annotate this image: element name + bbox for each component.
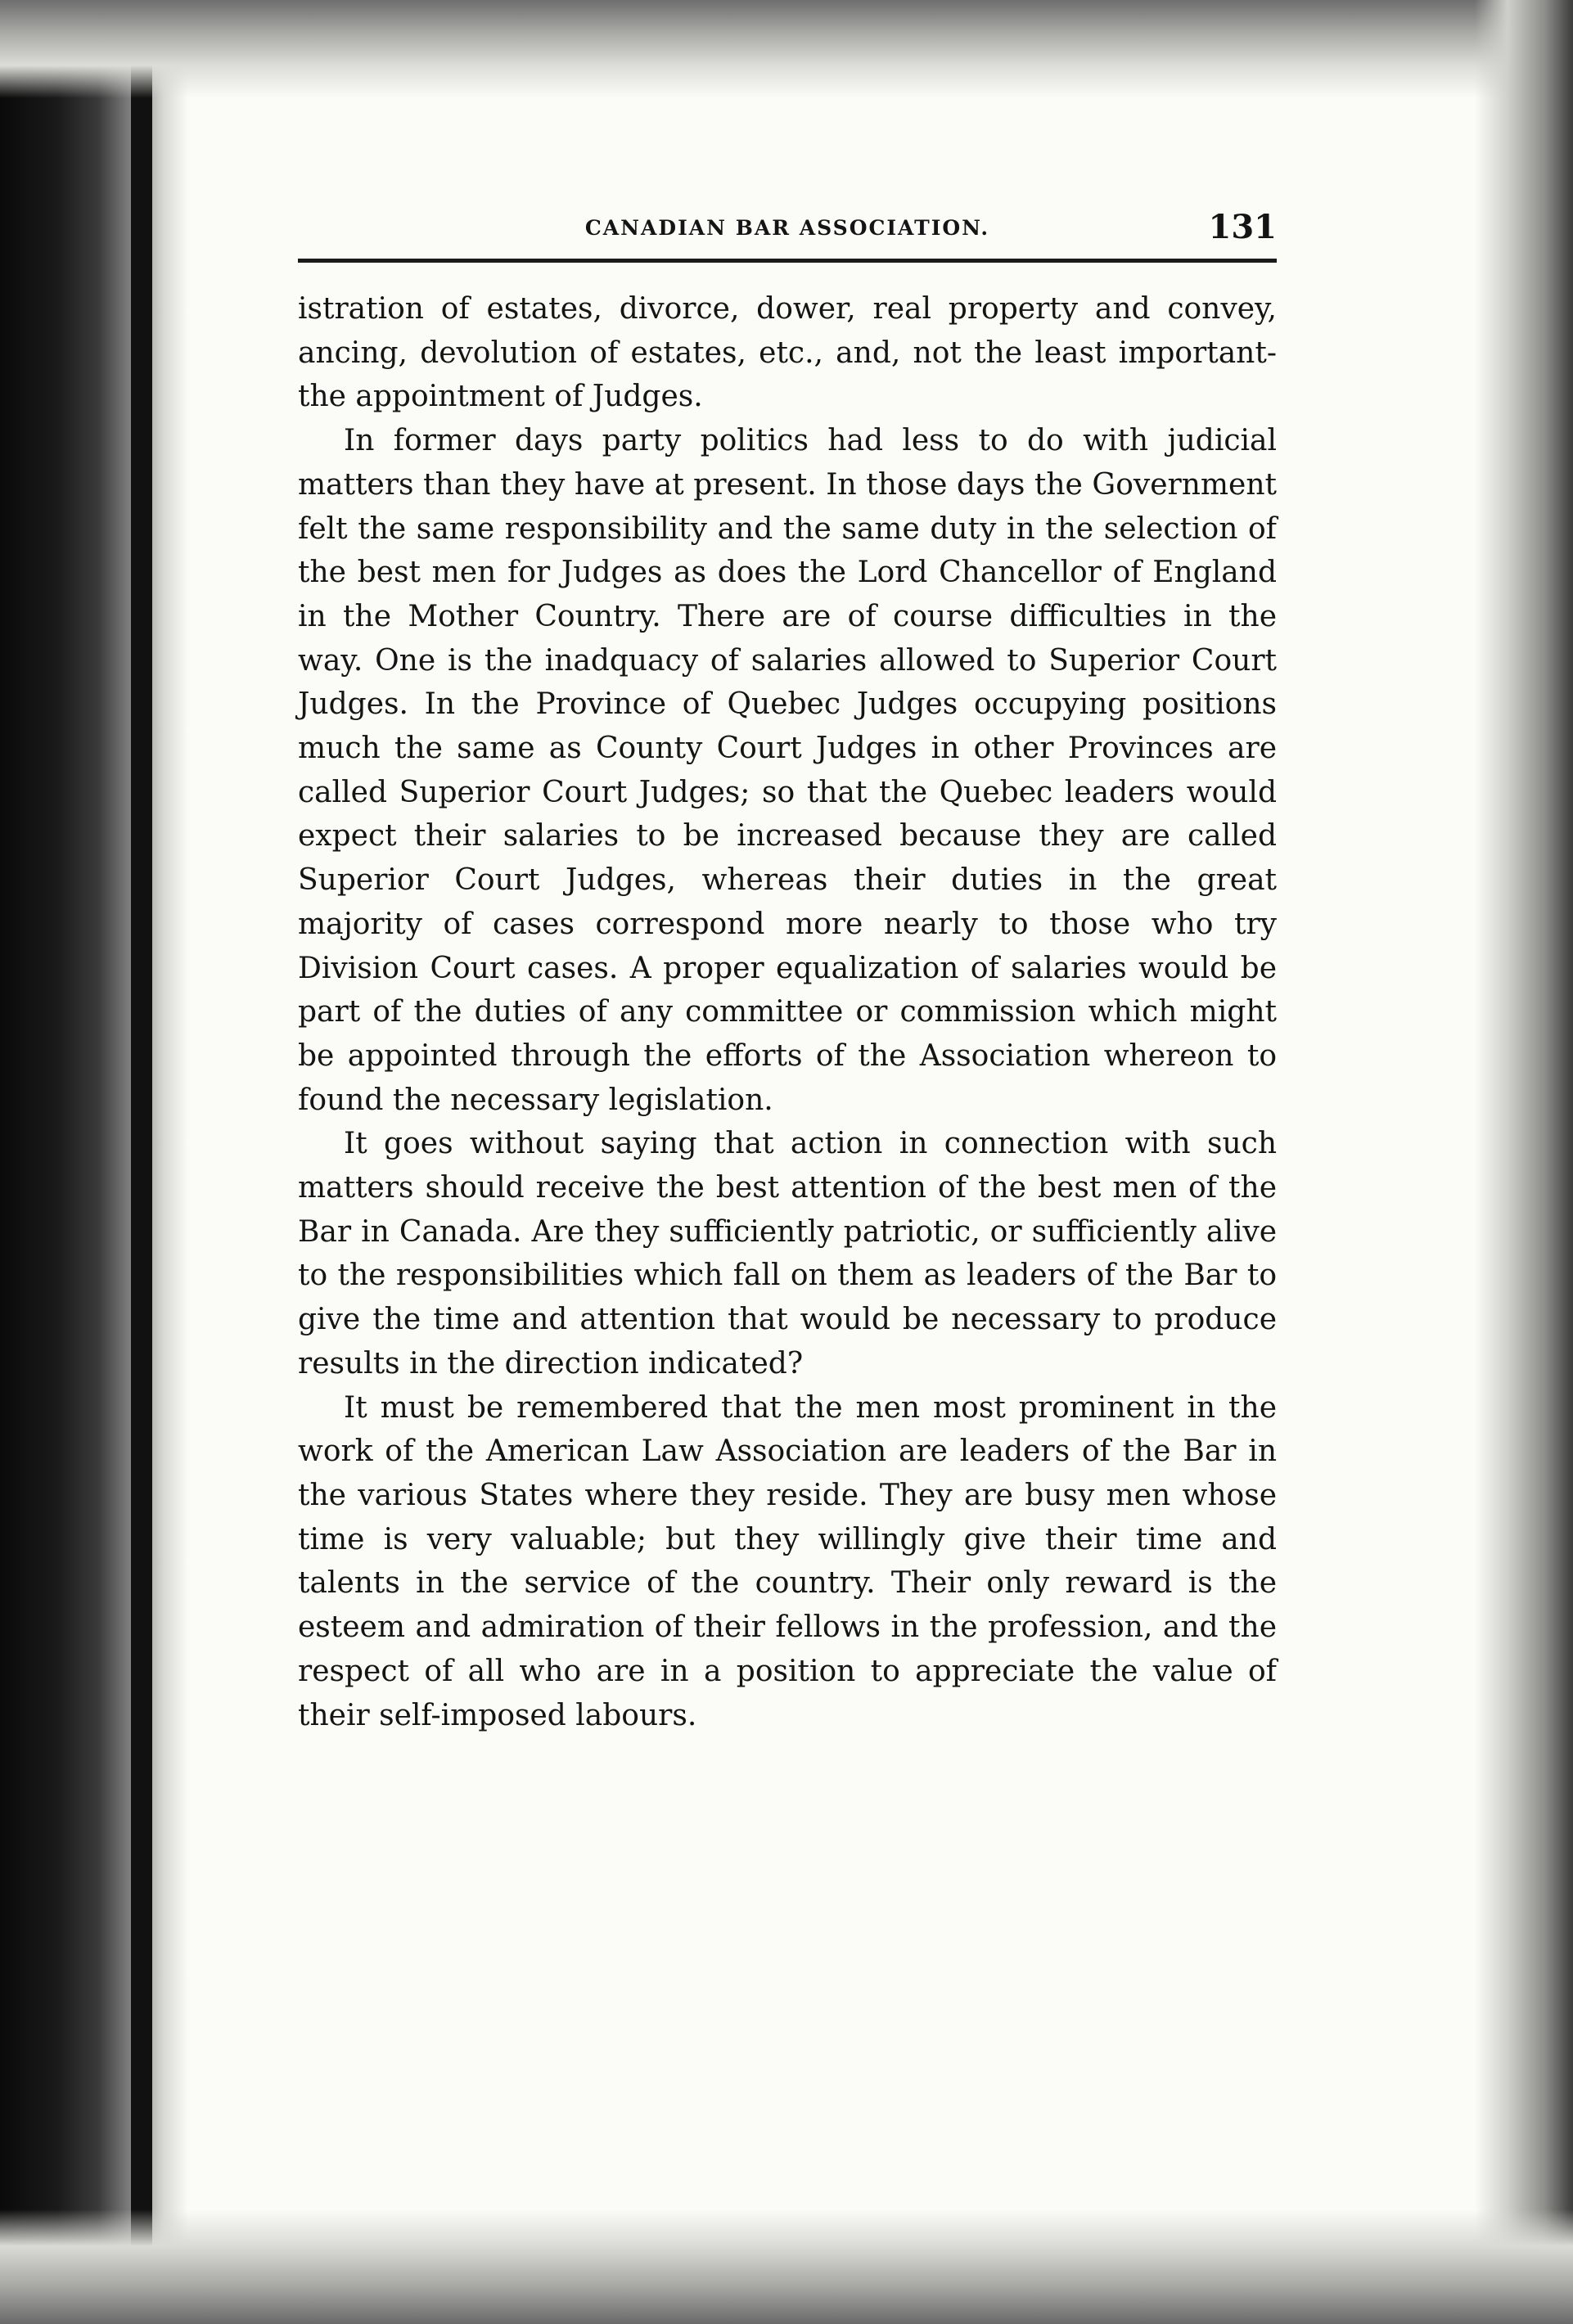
scan-top-shadow — [0, 0, 1573, 98]
running-head — [298, 205, 1277, 254]
header-rule — [298, 259, 1277, 263]
page-number: 131 — [1208, 208, 1277, 246]
scan-bottom-shadow — [0, 2209, 1573, 2324]
paragraph: It goes without saying that action in connection with such matters should receive the best attention of the best men of the Bar in Canada. Are they sufficiently patriotic, or sufficiently alive to the responsibilities which fall on them as leaders of the Bar to give the time and attention that would be necessary to produce results in the direction indicated? — [298, 1127, 1277, 1380]
paragraph: In former days party politics had less to do with judicial matters than they have at present. In those days the Government felt the same responsibility and the same duty in the selection of the best men for Judges as does the Lord Chancellor of England in the Mother Country. There are of course difficulties in the way. One is the inadquacy of salaries allowed to Superior Court Judges. In the Province of Quebec Judges occupying positions much the same as County Court Judges in other Provinces are called Superior Court Judges; so that the Quebec leaders would expect their salaries to be increased because they are called Superior Court Judges, whereas their duties in the great majority of cases correspond more nearly to those who try Division Court cases. A proper equalization of salaries would be part of the duties of any committee or commission which might be appointed through the efforts of the Association whereon to found the necessary legislation. — [298, 424, 1277, 1117]
running-title: CANADIAN BAR ASSOCIATION. — [584, 216, 990, 240]
scan-right-shadow — [1475, 0, 1573, 2324]
scan-binding-shadow — [0, 0, 188, 2324]
body-text — [298, 287, 1277, 1737]
paragraph: It must be remembered that the men most prominent in the work of the American Law Association are leaders of the Bar in the various States where they reside. They are busy men whose time is very valuable; but they willingly give their time and talents in the service of the country. Their only reward is the esteem and admiration of their fellows in the profession, and the respect of all who are in a position to appreciate the value of their self-imposed labours. — [298, 1390, 1277, 1732]
book-page — [298, 205, 1277, 1737]
paragraph-continuation: istration of estates, divorce, dower, real property and convey, ancing, devolution of estates, etc., and, not the least important- the appointment of Judges. — [298, 292, 1277, 414]
scan-binding-rule — [131, 0, 152, 2324]
